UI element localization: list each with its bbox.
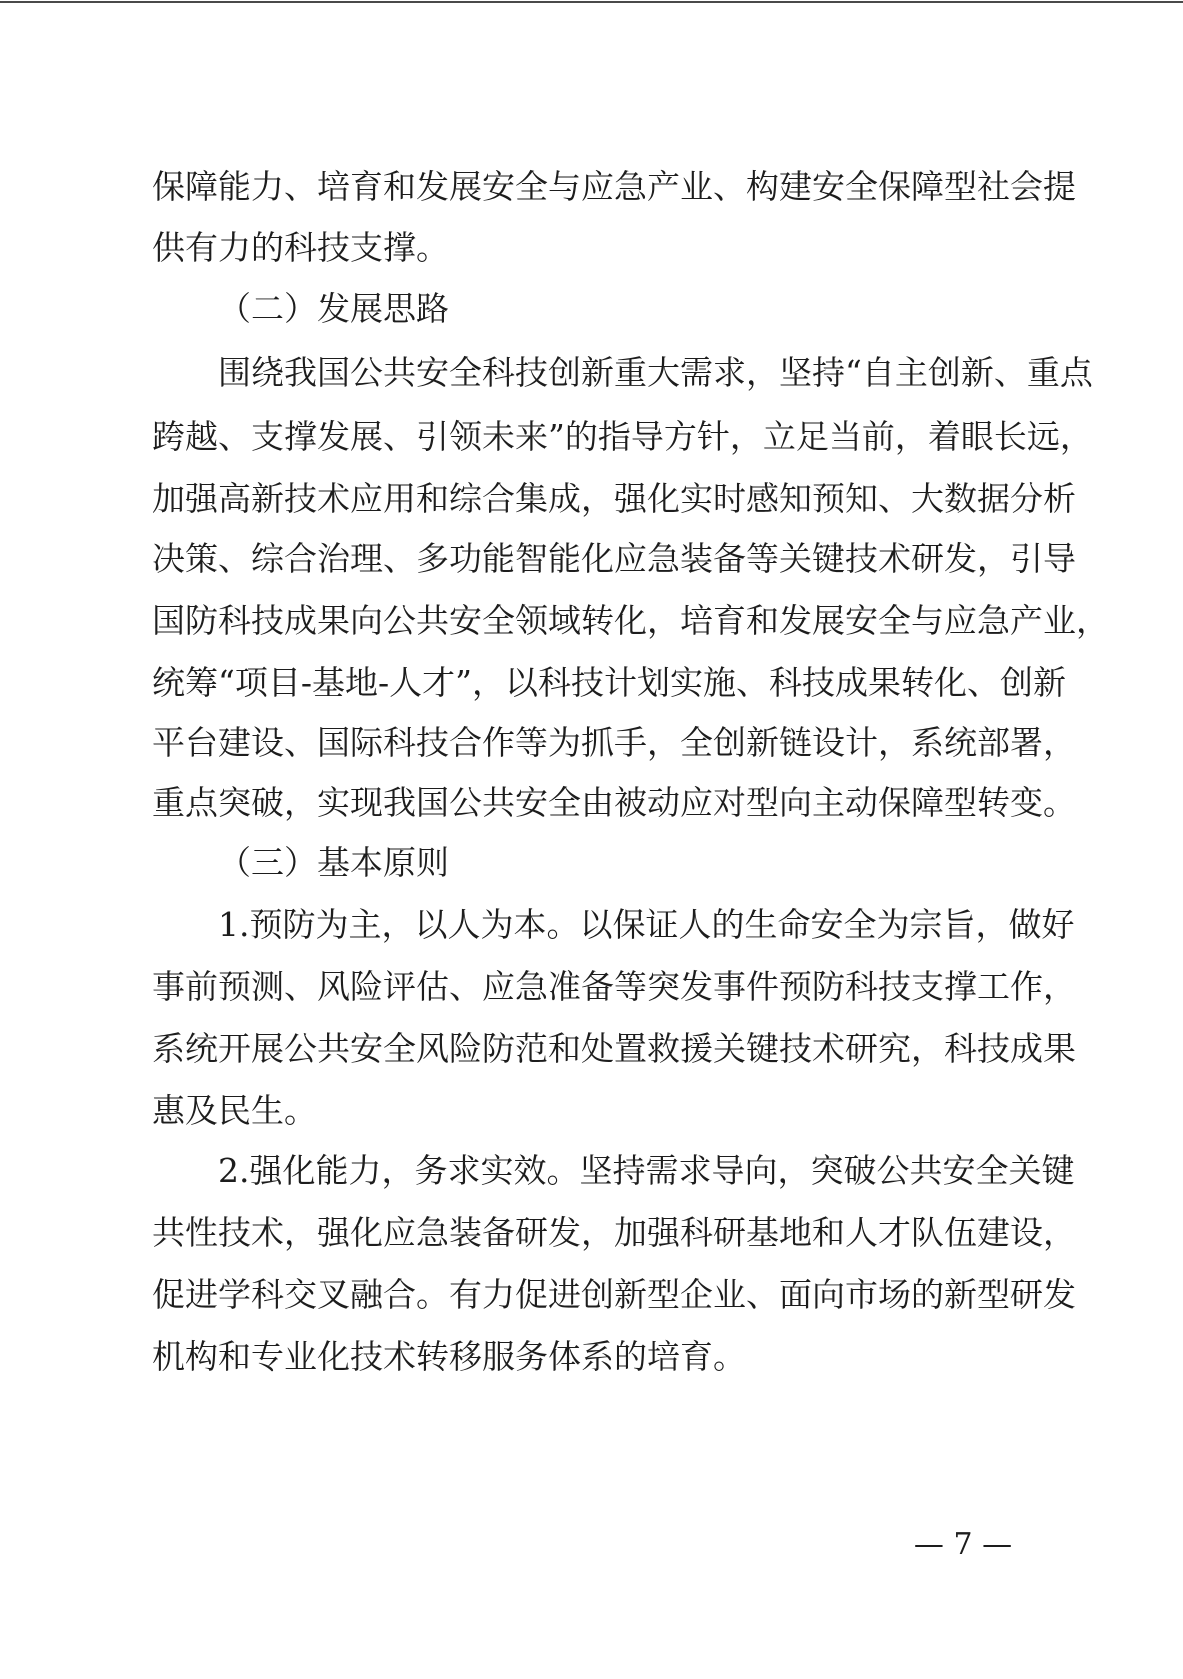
section-heading: （二）发展思路: [218, 289, 449, 328]
paragraph-line: 供有力的科技支撑。: [152, 228, 449, 267]
page-number: — 7 —: [913, 1527, 1013, 1562]
paragraph-line: 促进学科交叉融合。有力促进创新型企业、面向市场的新型研发: [152, 1275, 1076, 1314]
paragraph-line: 重点突破，实现我国公共安全由被动应对型向主动保障型转变。: [152, 783, 1076, 822]
paragraph-line: 惠及民生。: [152, 1091, 317, 1130]
paragraph-line: 1.预防为主，以人为本。以保证人的生命安全为宗旨，做好: [218, 905, 1075, 944]
paragraph-line: 2.强化能力，务求实效。坚持需求导向，突破公共安全关键: [218, 1151, 1075, 1190]
paragraph-line: 保障能力、培育和发展安全与应急产业、构建安全保障型社会提: [152, 167, 1076, 206]
top-border-line: [0, 1, 1183, 3]
paragraph-line: 事前预测、风险评估、应急准备等突发事件预防科技支撑工作，: [152, 967, 1076, 1006]
paragraph-line: 统筹“项目-基地-人才”，以科技计划实施、科技成果转化、创新: [152, 663, 1067, 702]
paragraph-line: 围绕我国公共安全科技创新重大需求，坚持“自主创新、重点: [218, 353, 1093, 392]
paragraph-line: 系统开展公共安全风险防范和处置救援关键技术研究，科技成果: [152, 1029, 1076, 1068]
section-heading: （三）基本原则: [218, 843, 449, 882]
paragraph-line: 决策、综合治理、多功能智能化应急装备等关键技术研发，引导: [152, 539, 1076, 578]
paragraph-line: 加强高新技术应用和综合集成，强化实时感知预知、大数据分析: [152, 479, 1076, 518]
paragraph-line: 平台建设、国际科技合作等为抓手，全创新链设计，系统部署，: [152, 723, 1076, 762]
paragraph-line: 共性技术，强化应急装备研发，加强科研基地和人才队伍建设，: [152, 1213, 1076, 1252]
paragraph-line: 国防科技成果向公共安全领域转化，培育和发展安全与应急产业，: [152, 601, 1109, 640]
paragraph-line: 跨越、支撑发展、引领未来”的指导方针，立足当前，着眼长远，: [152, 417, 1093, 456]
paragraph-line: 机构和专业化技术转移服务体系的培育。: [152, 1337, 746, 1376]
